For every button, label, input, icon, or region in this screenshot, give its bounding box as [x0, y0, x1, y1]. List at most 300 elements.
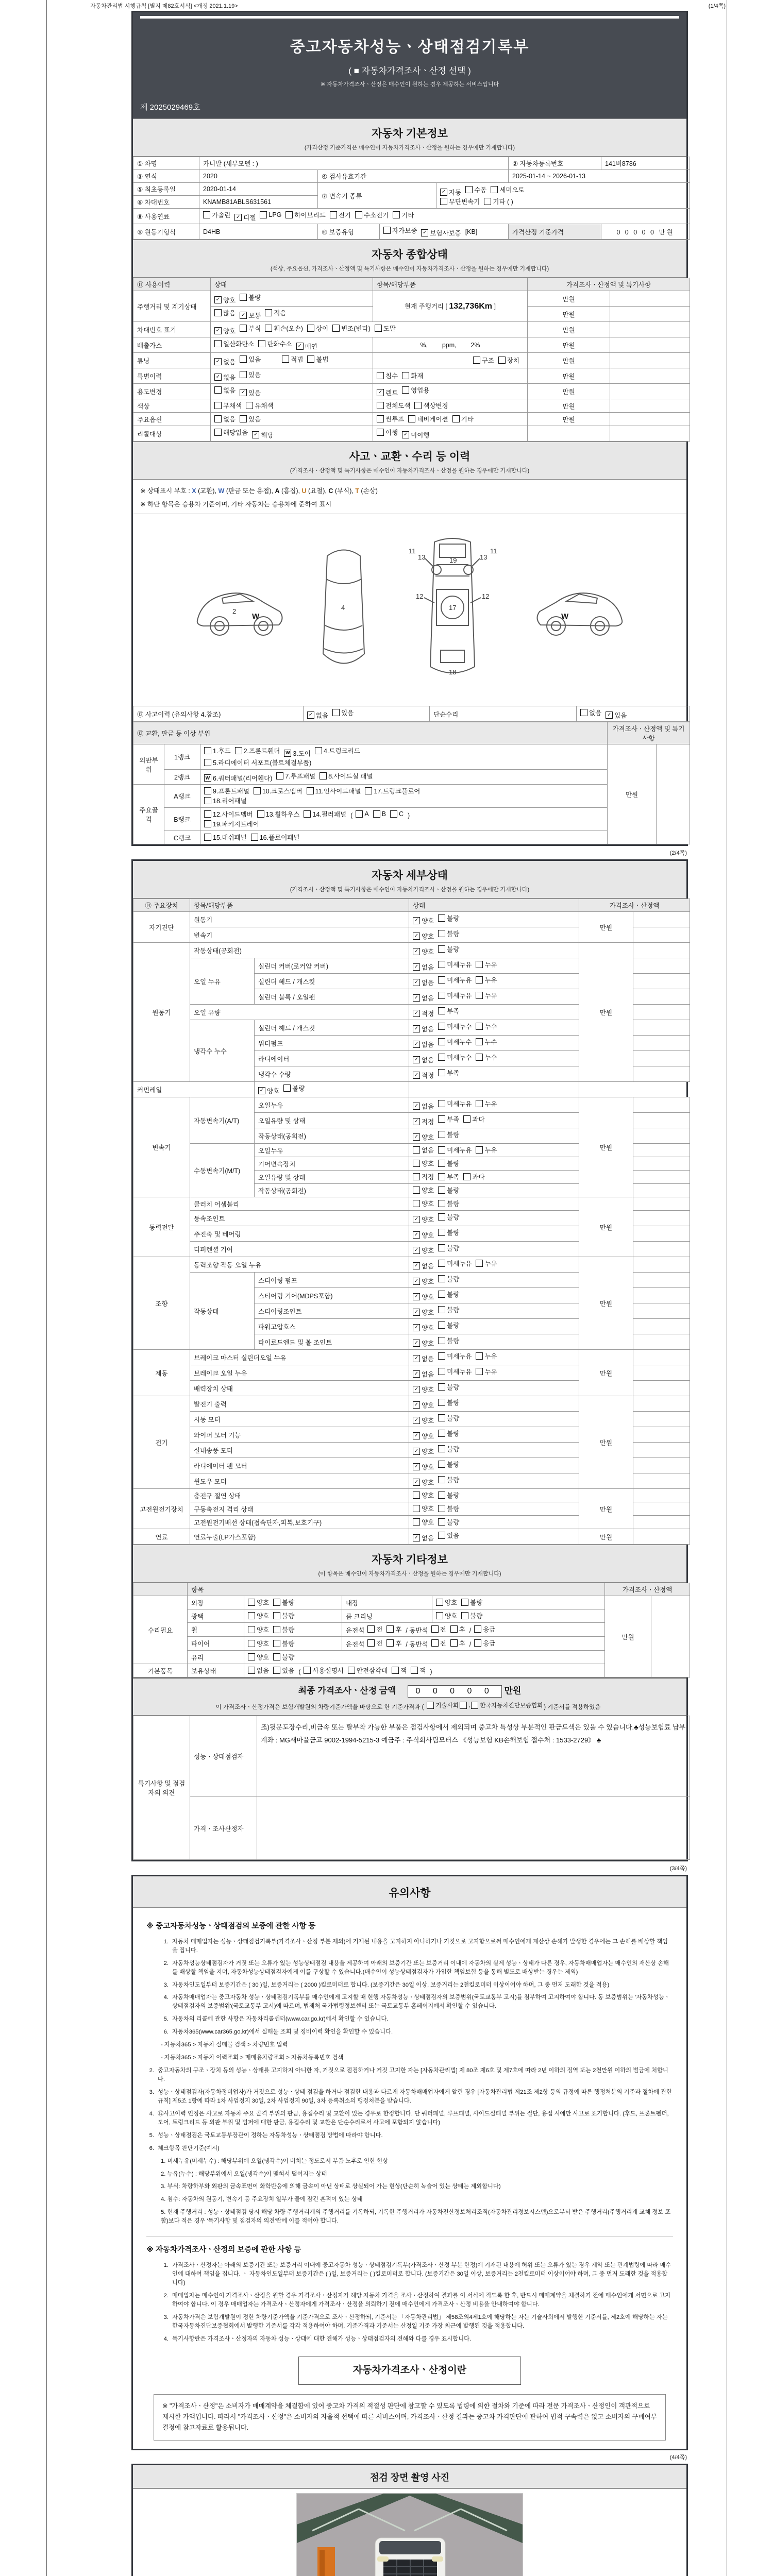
remark-cell — [633, 1381, 690, 1396]
remark-cell — [633, 1020, 690, 1036]
checkbox-label: 한국자동차진단보증협회 — [480, 1703, 543, 1709]
item-label: 오일 유량 — [190, 1005, 409, 1020]
remark-cell — [633, 1473, 690, 1489]
item-state — [409, 1036, 579, 1051]
checkbox — [356, 810, 363, 818]
checkbox-option — [413, 1490, 434, 1500]
checkbox — [438, 1229, 445, 1236]
checkbox-option — [413, 1215, 434, 1224]
item-state — [409, 1157, 579, 1171]
checkbox — [204, 820, 211, 827]
checkbox-option — [476, 1145, 497, 1155]
checkbox-option — [476, 1037, 497, 1046]
document-page — [131, 11, 688, 2576]
checkbox — [438, 1492, 445, 1499]
final-price-unit: 만원 — [504, 1686, 522, 1696]
row-tuning-label: 튜닝 — [133, 353, 211, 368]
checkbox: ✓ — [413, 1479, 420, 1486]
checkbox — [463, 1173, 470, 1180]
checkbox: ✓ — [214, 327, 222, 334]
remark-cell — [633, 1197, 690, 1211]
item-label: 구동축전지 격리 상태 — [190, 1502, 409, 1516]
notice-item-number: 2. — [163, 1960, 169, 1967]
checkbox-label: 양호 — [422, 1505, 434, 1513]
checkbox-label: 기타 — [401, 212, 414, 219]
item-label: 등속조인트 — [190, 1211, 409, 1226]
checkbox-label: 13.휠하우스 — [265, 811, 300, 818]
item-state — [409, 974, 579, 989]
checkbox-option — [413, 1230, 434, 1240]
checkbox — [304, 810, 311, 818]
checkbox-option — [402, 371, 423, 380]
checkbox-label: 자동 — [449, 189, 462, 196]
remark-cell — [633, 1334, 690, 1350]
col-price: 가격조사ㆍ산정액 — [579, 899, 690, 912]
svg-text:11: 11 — [490, 547, 497, 555]
checkbox-option — [438, 1274, 459, 1283]
checkbox-label: 사용설명서 — [312, 1667, 344, 1674]
checkbox — [476, 1146, 483, 1154]
section-header-comprehensive — [133, 240, 686, 278]
checkbox-label: 없음 — [223, 387, 236, 394]
checkbox — [273, 1653, 280, 1660]
checkbox-option — [438, 991, 472, 1000]
col-price-remark: 가격조사ㆍ산정액 및 특기사항 — [528, 278, 690, 291]
checkbox-label: 무단변속기 — [449, 198, 480, 206]
checkbox-label: 누유 — [484, 1100, 497, 1108]
exchange-rank-table — [133, 722, 690, 844]
final-price-digits: 0 0 0 0 0 — [408, 1685, 501, 1698]
checkbox-label: 양호 — [422, 1187, 434, 1194]
checkbox — [203, 211, 210, 218]
checkbox-option — [413, 1504, 434, 1513]
checkbox-option — [474, 1624, 495, 1634]
checkbox: ✓ — [413, 1025, 420, 1032]
checkbox-label: 미세누유 — [447, 1100, 472, 1108]
notice-item-number: 3. — [149, 2089, 154, 2095]
checkbox-label: 누유 — [484, 1260, 497, 1267]
checkbox-option — [204, 773, 272, 783]
checkbox — [463, 1115, 470, 1123]
item-label: 스티어링조인트 — [255, 1303, 409, 1319]
checkbox-label: 잭 — [419, 1667, 426, 1674]
section-title: 사고ㆍ교환ㆍ수리 등 이력 — [349, 451, 470, 463]
checkbox-option — [240, 370, 261, 379]
checkbox — [390, 810, 397, 818]
checkbox — [438, 976, 445, 984]
checkbox — [240, 371, 247, 378]
price-won: 만원 — [528, 399, 610, 413]
svg-text:2: 2 — [232, 607, 237, 615]
item-label: 라디에이터 팬 모터 — [190, 1458, 409, 1473]
item-state — [409, 1319, 579, 1334]
checkbox-option — [204, 796, 247, 805]
checkbox: W — [204, 774, 211, 782]
checkbox — [240, 415, 247, 422]
checkbox-option — [240, 293, 261, 302]
checkbox — [580, 709, 587, 716]
checkbox-option — [476, 1367, 497, 1376]
checkbox-option — [413, 1369, 434, 1379]
item-label: 시동 모터 — [190, 1412, 409, 1427]
rankA-items — [200, 785, 608, 808]
checkbox-option — [246, 401, 273, 410]
checkbox-option — [402, 430, 429, 439]
checkbox-option — [304, 809, 346, 819]
checkbox-option — [465, 185, 486, 194]
checkbox — [473, 357, 480, 364]
notice-item-number: 5. — [149, 2132, 154, 2139]
notice-item-number: 5. — [163, 2016, 169, 2023]
checkbox-label: 불량 — [292, 1085, 305, 1092]
basic-items-label: 기본품목 — [133, 1664, 188, 1677]
notices-body — [133, 1908, 686, 2449]
legend-mark: ※ 상태표시 부호 : — [140, 487, 192, 495]
checkbox — [476, 1352, 483, 1360]
checkbox-option — [438, 1068, 459, 1077]
checkbox — [438, 1476, 445, 1483]
checkbox-label: 양호 — [422, 1448, 434, 1455]
price-won: 만원 — [579, 912, 633, 943]
row-special-label: 특별이력 — [133, 368, 211, 384]
checkbox-label: LPG — [268, 211, 282, 218]
checkbox — [246, 402, 253, 409]
text-fragment: / 동반석 — [406, 1627, 428, 1634]
checkbox — [413, 1505, 420, 1512]
legend-mark: (교환), — [196, 487, 219, 495]
item-state — [409, 1350, 579, 1365]
section-subtitle: (이 항목은 매수인이 자동차가격조사ㆍ산정을 원하는 경우에만 기재합니다) — [318, 1571, 501, 1577]
notice-item — [146, 2131, 673, 2140]
checkbox-option — [413, 1055, 434, 1064]
checkbox — [214, 309, 222, 316]
notice-subitem — [161, 2157, 673, 2166]
checkbox — [465, 186, 473, 193]
remark-cell — [633, 1113, 690, 1128]
checkbox-option — [580, 708, 601, 717]
checkbox-label: 이행 — [385, 429, 398, 436]
tire-positions — [342, 1637, 605, 1651]
item-state — [409, 1005, 579, 1020]
checkbox-option — [413, 1338, 434, 1348]
remark-cell — [610, 353, 690, 368]
device-label: 연료 — [133, 1529, 190, 1545]
checkbox-label: 불량 — [447, 1519, 460, 1526]
checkbox-label: 2.프론트휀더 — [243, 748, 280, 755]
checkbox-option — [307, 324, 328, 333]
notice-item-text: 자동차성능상태점검자가 거짓 또는 오류가 있는 성능상태점검 내용을 제공하여 아래의 보증기간 또는 보증거리 이내에 자동차의 실제 성능ㆍ상태가 다른 경우, 자동차매매업자는 매수인의 재산상 손해를 배상할 책임을 지며, 자동차성능상태점검자에게 이를 구상할 수 있습니다.(매수인이 성능상태점검자가 가입한 책임보험 등을 통해 별도로 배상받는 경우는 제외) — [172, 1960, 669, 1975]
checkbox-label: 양호 — [257, 1626, 270, 1634]
checkbox-option — [204, 746, 231, 755]
checkbox-label: 4.트렁크리드 — [323, 748, 360, 755]
checkbox — [285, 211, 293, 218]
svg-text:W: W — [561, 612, 569, 621]
checkbox — [402, 386, 409, 394]
checkbox-option — [413, 947, 434, 956]
checkbox-option — [438, 975, 472, 985]
checkbox-option — [254, 786, 303, 795]
checkbox-label: 디젤 — [243, 214, 256, 222]
checkbox-label: 장치 — [507, 357, 519, 364]
checkbox-option — [214, 385, 236, 395]
checkbox-label: 과다 — [472, 1116, 485, 1123]
checkbox-option — [214, 339, 254, 348]
checkbox — [413, 1492, 420, 1499]
checkbox-label: 양호 — [422, 1134, 434, 1141]
checkbox-option — [240, 324, 261, 333]
checkbox-label: 없음 — [422, 979, 434, 987]
checkbox-option — [438, 1336, 459, 1345]
checkbox-label: 양호 — [223, 297, 236, 304]
checkbox-label: 누수 — [484, 1054, 497, 1061]
item-label: 와이퍼 모터 기능 — [190, 1427, 409, 1443]
checkbox-label: 15.대쉬패널 — [213, 834, 247, 841]
checkbox: ✓ — [421, 229, 428, 236]
checkbox — [438, 1275, 445, 1282]
notice-item-text: 체크항목 판단기준(예시) — [158, 2145, 220, 2151]
document-title: 중고자동차성능ㆍ상태점검기록부 — [290, 39, 530, 56]
checkbox: ✓ — [413, 1103, 420, 1110]
price-won: 만원 — [579, 1529, 633, 1545]
checkbox-option — [431, 1624, 446, 1634]
item-state — [409, 1066, 579, 1082]
checkbox — [438, 1414, 445, 1421]
checkbox-label: 일산화탄소 — [223, 341, 255, 348]
checkbox-label: 양호 — [445, 1613, 458, 1620]
checkbox-option — [273, 1598, 294, 1607]
legend-mark: (판금 또는 용접), — [224, 487, 275, 495]
checkbox-label: 있음 — [282, 1667, 295, 1674]
car-damage-diagrams — [133, 514, 686, 706]
checkbox-option — [438, 1475, 459, 1484]
checkbox — [471, 1702, 478, 1709]
checkbox-label: 많음 — [223, 310, 236, 317]
tuning-kind — [373, 353, 528, 368]
checkbox — [438, 1306, 445, 1313]
checkbox-option — [402, 385, 429, 395]
checkbox — [240, 325, 247, 332]
remark-cell — [633, 1257, 690, 1273]
checkbox — [438, 1461, 445, 1468]
checkbox: ✓ — [413, 1386, 420, 1393]
checkbox — [307, 787, 314, 794]
checkbox-label: 6.쿼터패널(리어휀다) — [213, 775, 273, 782]
checkbox-option — [248, 1652, 269, 1662]
checkbox-label: 전 — [440, 1626, 446, 1633]
checkbox-option — [273, 1625, 294, 1634]
item-state — [409, 1197, 579, 1211]
checkbox-label: 5.라디에이터 서포트(볼트체결부품) — [213, 759, 312, 767]
checkbox-label: 네비게이션 — [417, 416, 448, 423]
value-inspection-valid: 2025-01-14 ~ 2026-01-13 — [509, 170, 690, 183]
value-first-reg: 2020-01-14 — [199, 183, 318, 196]
checkbox-label: 양호 — [422, 1417, 434, 1425]
notice-item — [161, 1938, 673, 1955]
checkbox — [377, 402, 384, 409]
checkbox-option — [438, 1517, 459, 1527]
section-header-notices — [133, 1876, 686, 1908]
checkbox-label: 10.크로스멤버 — [262, 788, 303, 795]
checkbox — [431, 1639, 439, 1647]
checkbox: ✓ — [214, 296, 222, 303]
checkbox-label: 화재 — [411, 372, 424, 380]
checkbox: ✓ — [377, 389, 384, 396]
checkbox-label: 불량 — [470, 1613, 483, 1620]
rankA-line1 — [204, 786, 603, 796]
checkbox-option — [438, 944, 459, 954]
notice-subitem — [161, 2182, 673, 2191]
svg-text:18: 18 — [449, 668, 457, 676]
checkbox-label: 불량 — [447, 915, 460, 922]
checkbox-option — [438, 1531, 459, 1540]
checkbox-option — [438, 1243, 459, 1252]
checkbox-option — [438, 929, 459, 938]
checkbox — [375, 325, 382, 332]
checkbox — [248, 1653, 255, 1660]
basic-info-table — [133, 157, 690, 240]
value-reg-no: 141버8786 — [601, 157, 690, 170]
checkbox-label: 있음 — [614, 712, 627, 719]
checkbox-label: 영업용 — [411, 387, 430, 394]
checkbox-label: 상이 — [315, 325, 329, 332]
checkbox-option — [265, 324, 303, 333]
checkbox-label: 전 — [376, 1626, 383, 1633]
checkbox-label: 과다 — [472, 1174, 485, 1181]
remark-cell — [633, 1273, 690, 1288]
svg-text:17: 17 — [449, 604, 457, 612]
recall-done — [373, 426, 528, 442]
item-label: 원동기 — [190, 912, 409, 927]
checkbox-label: 없음 — [422, 1041, 434, 1048]
checkbox-label: 부식 — [248, 325, 261, 332]
checkbox-option — [413, 1132, 434, 1142]
checkbox-option — [413, 1447, 434, 1456]
page-box-1 — [131, 11, 688, 846]
notice-item — [161, 1993, 673, 2011]
price-survey-select: ( ■ 자동차가격조사ㆍ산정 선택 ) — [348, 66, 471, 76]
checkbox — [214, 402, 222, 409]
item-label: 스티어링 기어(MDPS포함) — [255, 1288, 409, 1303]
transmission-options-1 — [440, 185, 686, 197]
checkbox-label: 9.프론트패널 — [213, 788, 249, 795]
section-header-basic — [133, 118, 686, 157]
checkbox-label: 불량 — [447, 1245, 460, 1252]
checkbox — [438, 1115, 445, 1123]
checkbox — [438, 1131, 445, 1138]
checkbox-option — [438, 1145, 472, 1155]
checkbox — [438, 1200, 445, 1207]
item-label: 충전구 절연 상태 — [190, 1489, 409, 1502]
item-label: 클러치 어셈블리 — [190, 1197, 409, 1211]
checkbox: ✓ — [413, 917, 420, 924]
checkbox-option — [204, 809, 253, 819]
notice-item-text: 성능ㆍ상태점검은 국토교통부장관이 정하는 자동차성능ㆍ상태점검 방법에 따라야 합니다. — [158, 2132, 383, 2139]
checkbox — [438, 1352, 445, 1360]
checkbox-option — [413, 1159, 434, 1168]
text-fragment: ( — [298, 1668, 301, 1675]
checkbox-option — [284, 749, 311, 758]
notice-item-text: 중고자동차의 구조ㆍ장치 등의 성능ㆍ상태를 고지하지 아니한 자, 거짓으로 점검하거나 거짓 고지한 자는 [자동차관리법] 제 80조 제6호 및 제7호에 따라 2년 이하의 징역 또는 2천만원 이하의 벌금에 처합니다. — [158, 2067, 668, 2082]
checkbox — [438, 1505, 445, 1512]
item-label: 동력조향 작동 오일 누유 — [190, 1257, 409, 1273]
checkbox-label: 불량 — [447, 1200, 460, 1208]
price-won: 만원 — [528, 291, 610, 307]
checkbox-option — [438, 1228, 459, 1237]
checkbox-label: 양호 — [422, 918, 434, 925]
legend-mark: W — [218, 487, 225, 495]
checkbox: ✓ — [413, 1417, 420, 1424]
price-won: 만원 — [528, 384, 610, 399]
checkbox-label: 1.후드 — [213, 748, 231, 755]
checkbox-label: 없음 — [422, 1355, 434, 1363]
rankB-label: B랭크 — [164, 808, 200, 831]
row-option-label: 주요옵션 — [133, 413, 211, 426]
checkbox — [214, 415, 222, 422]
checkbox-label: 미이행 — [411, 432, 430, 439]
color-kind — [373, 399, 528, 413]
text-fragment: [KB] — [465, 228, 478, 235]
checkbox — [248, 1626, 255, 1633]
price-won: 만원 — [579, 943, 633, 1082]
notice-subitem-text: - 자동차365 > 자동차 실매물 검색 > 차량번호 입력 — [161, 2042, 288, 2048]
checkbox-label: 부족 — [447, 1070, 460, 1077]
recall-state — [211, 426, 373, 442]
checkbox-option — [413, 1517, 434, 1527]
remark-cell — [610, 337, 690, 353]
checkbox-label: 7.루프패널 — [285, 772, 316, 780]
subgroup-label: 자동변속기(A/T) — [190, 1097, 255, 1144]
item-state — [409, 1051, 579, 1066]
usage-change-state — [211, 384, 373, 399]
checkbox-label: 부족 — [447, 1174, 460, 1181]
rank1-items — [200, 744, 608, 770]
checkbox-label: 양호 — [422, 933, 434, 940]
price-won: 만원 — [579, 1197, 633, 1257]
checkbox — [248, 1599, 255, 1606]
checkbox-label: 양호 — [422, 1433, 434, 1440]
rankC-label: C랭크 — [164, 831, 200, 844]
rankB-line1 — [204, 809, 603, 819]
checkbox-label: 변조(변타) — [341, 325, 371, 332]
item-label: 기어변속장치 — [255, 1157, 409, 1171]
checkbox — [307, 355, 314, 363]
checkbox-option — [476, 1022, 497, 1031]
checkbox-option — [252, 430, 273, 439]
checkbox-option — [413, 1323, 434, 1332]
checkbox — [251, 834, 258, 841]
checkbox-option — [438, 1504, 459, 1513]
svg-text:11: 11 — [409, 547, 416, 555]
checkbox — [414, 402, 422, 409]
checkbox — [491, 186, 498, 193]
checkbox — [436, 1612, 443, 1619]
checkbox — [248, 1612, 255, 1619]
checkbox — [427, 1702, 434, 1709]
checkbox-label: 누유 — [484, 1147, 497, 1154]
checkbox-label: 양호 — [422, 1200, 434, 1208]
checkbox-option — [377, 414, 404, 423]
item-state — [409, 1412, 579, 1427]
checkbox — [377, 415, 384, 422]
checkbox: ✓ — [413, 1355, 420, 1362]
checkbox-option — [413, 1385, 434, 1394]
checkbox — [393, 211, 400, 218]
group-main-frame: 주요골격 — [133, 785, 164, 844]
col-major-device: ⑭ 주요장치 — [133, 899, 190, 912]
polish-state — [244, 1609, 342, 1623]
checkbox-option — [367, 1624, 382, 1634]
item-label: 윈도우 모터 — [190, 1473, 409, 1489]
